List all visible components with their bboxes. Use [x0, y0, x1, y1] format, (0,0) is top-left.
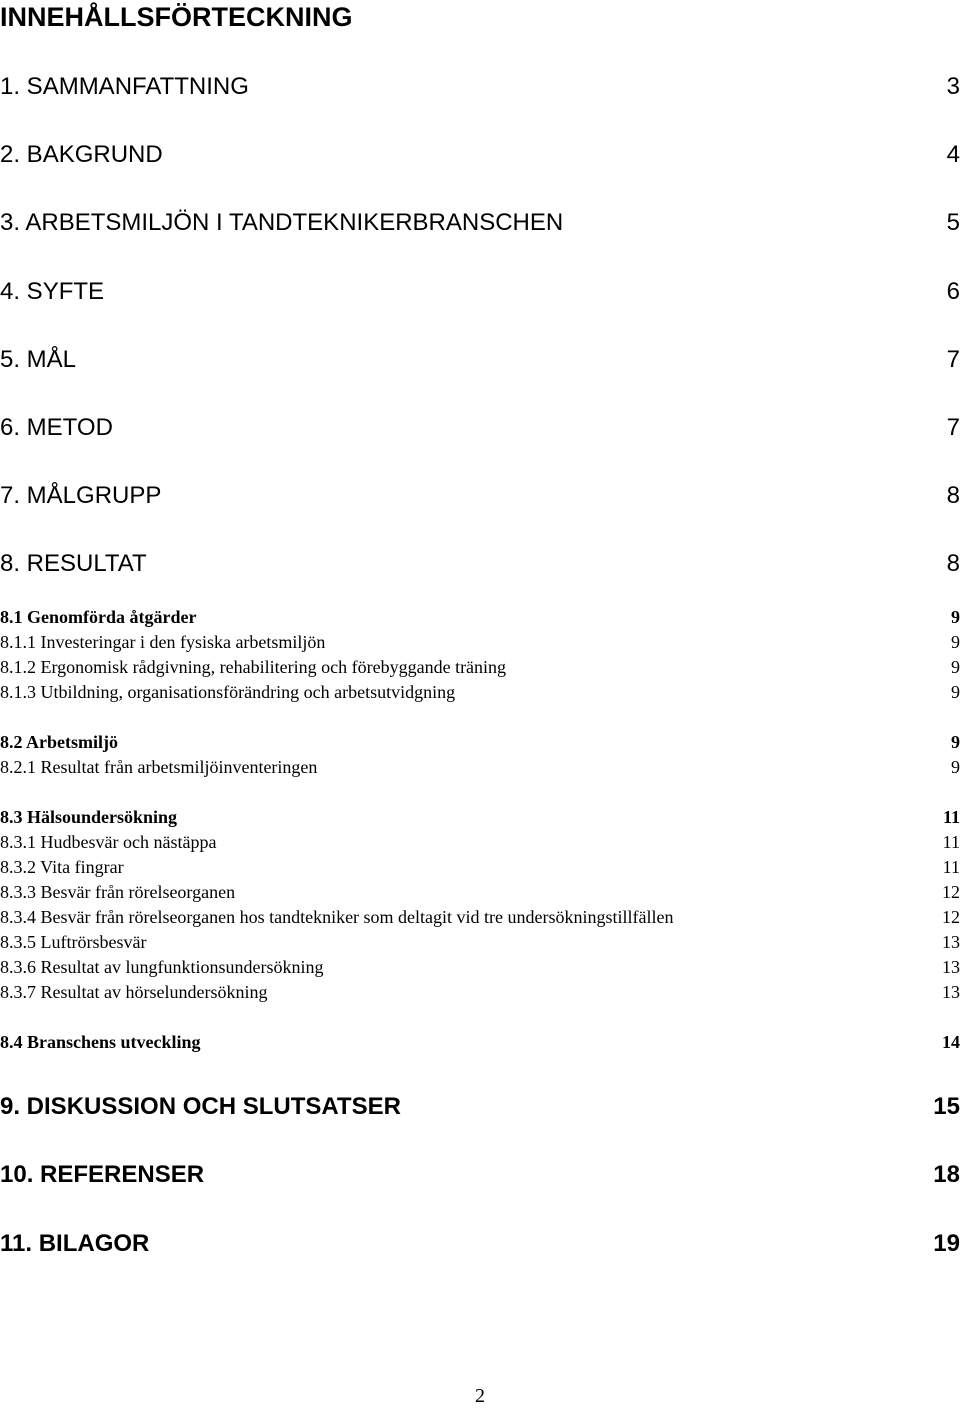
toc-entry-title: 11. BILAGOR — [0, 1230, 150, 1257]
toc-entry-page: 4 — [946, 141, 960, 168]
toc-entry[interactable] — [0, 549, 960, 579]
toc-entry-page: 13 — [942, 982, 960, 1002]
toc-entry-page: 11 — [942, 832, 960, 852]
toc-entry[interactable] — [0, 345, 960, 375]
toc-entry[interactable] — [0, 631, 960, 653]
toc-entry-title: 4. SYFTE — [0, 278, 105, 305]
toc-entry-title: 8.3.1 Hudbesvär och nästäppa — [0, 832, 217, 852]
toc-entry[interactable] — [0, 277, 960, 307]
toc-entry[interactable] — [0, 481, 960, 511]
toc-entry[interactable] — [0, 1160, 960, 1190]
toc-entry[interactable] — [0, 756, 960, 778]
toc-entry[interactable] — [0, 656, 960, 678]
toc-entry-page: 15 — [933, 1093, 960, 1120]
toc-entry-title: 8.3.3 Besvär från rörelseorganen — [0, 882, 236, 902]
toc-entry-page: 11 — [942, 857, 960, 877]
toc-entry[interactable] — [0, 1229, 960, 1259]
page-title: INNEHÅLLSFÖRTECKNING — [0, 2, 353, 32]
toc-entry-page: 9 — [951, 732, 960, 752]
toc-entry[interactable] — [0, 981, 960, 1003]
toc-entry[interactable] — [0, 881, 960, 903]
toc-entry-title: 8.3.4 Besvär från rörelseorganen hos tandtekniker som deltagit vid tre undersökningstillfällen — [0, 907, 674, 927]
toc-entry-title: 8.3.5 Luftrörsbesvär — [0, 932, 147, 952]
toc-entry-title: 9. DISKUSSION OCH SLUTSATSER — [0, 1093, 401, 1120]
toc-entry-page: 9 — [951, 682, 960, 702]
toc-entry-page: 13 — [942, 957, 960, 977]
toc-entry-title: 2. BAKGRUND — [0, 141, 163, 168]
toc-entry[interactable] — [0, 208, 960, 238]
toc-entry-page: 7 — [946, 414, 960, 441]
toc-entry-page: 9 — [951, 607, 960, 627]
toc-entry-title: 8.3 Hälsoundersökning — [0, 807, 178, 827]
toc-entry-title: 8.2 Arbetsmiljö — [0, 732, 118, 752]
toc-entry-page: 19 — [933, 1230, 960, 1257]
toc-entry-page: 5 — [946, 209, 960, 236]
toc-entry-title: 7. MÅLGRUPP — [0, 482, 162, 509]
toc-entry-title: 8.2.1 Resultat från arbetsmiljöinventeringen — [0, 757, 318, 777]
toc-entry[interactable] — [0, 956, 960, 978]
toc-entry[interactable] — [0, 681, 960, 703]
toc-entry-title: 8.3.6 Resultat av lungfunktionsundersökning — [0, 957, 324, 977]
toc-entry-title: 5. MÅL — [0, 346, 77, 373]
toc-entry-title: 8.1.3 Utbildning, organisationsförändring och arbetsutvidgning — [0, 682, 456, 702]
toc-entry-page: 12 — [942, 882, 960, 902]
toc-entry-page: 8 — [946, 550, 960, 577]
toc-entry[interactable] — [0, 72, 960, 102]
toc-entry-page: 12 — [942, 907, 960, 927]
toc-entry[interactable] — [0, 806, 960, 828]
toc-entry-title: 8.1.2 Ergonomisk rådgivning, rehabilitering och förebyggande träning — [0, 657, 507, 677]
toc-entry-page: 9 — [951, 757, 960, 777]
toc-entry-title: 8.3.7 Resultat av hörselundersökning — [0, 982, 268, 1002]
toc-entry-title: 8.1 Genomförda åtgärder — [0, 607, 197, 627]
toc-entry[interactable] — [0, 906, 960, 928]
toc-entry-title: 1. SAMMANFATTNING — [0, 73, 249, 100]
toc-entry-page: 8 — [946, 482, 960, 509]
toc-entry-title: 6. METOD — [0, 414, 113, 441]
page-number: 2 — [475, 1385, 485, 1407]
toc-entry-page: 13 — [942, 932, 960, 952]
toc-entry[interactable] — [0, 1092, 960, 1122]
toc-entry-page: 9 — [951, 632, 960, 652]
toc-entry-title: 8.4 Branschens utveckling — [0, 1032, 201, 1052]
toc-entry-page: 6 — [946, 278, 960, 305]
toc-entry-title: 3. ARBETSMILJÖN I TANDTEKNIKERBRANSCHEN — [0, 209, 564, 236]
toc-entry-page: 3 — [946, 73, 960, 100]
toc-entry[interactable] — [0, 831, 960, 853]
toc-entry-title: 8.3.2 Vita fingrar — [0, 857, 124, 877]
toc-entry-page: 14 — [942, 1032, 960, 1052]
toc-entry-title: 8. RESULTAT — [0, 550, 147, 577]
toc-entry[interactable] — [0, 606, 960, 628]
toc-entry-title: 8.1.1 Investeringar i den fysiska arbetsmiljön — [0, 632, 326, 652]
toc-entry-title: 10. REFERENSER — [0, 1161, 205, 1188]
toc-entry-page: 7 — [946, 346, 960, 373]
toc-entry[interactable] — [0, 140, 960, 170]
toc-entry[interactable] — [0, 856, 960, 878]
toc-entry-page: 11 — [942, 807, 960, 827]
toc-entry[interactable] — [0, 413, 960, 443]
toc-entry[interactable] — [0, 731, 960, 753]
toc-entry-page: 9 — [951, 657, 960, 677]
toc-entry[interactable] — [0, 1031, 960, 1053]
toc-entry-page: 18 — [933, 1161, 960, 1188]
toc-entry[interactable] — [0, 931, 960, 953]
